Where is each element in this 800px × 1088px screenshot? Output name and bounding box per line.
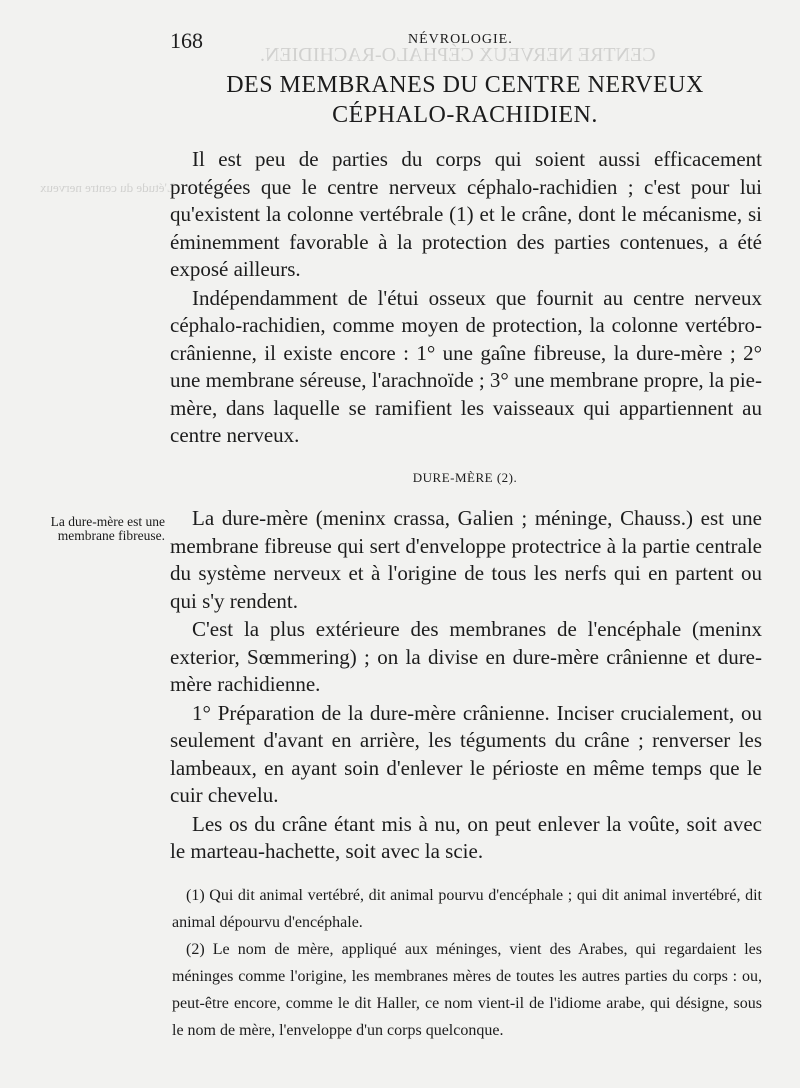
page-number: 168 [170,28,203,53]
section-heading: DURE-MÈRE (2). [412,470,518,485]
margin-note: La dure-mère est une membrane fibreuse. [50,514,165,543]
paragraph: Les os du crâne étant mis à nu, on peut enlever la voûte, soit avec le marteau-hachette, soit avec la scie. [170,811,762,863]
page-header [170,22,760,52]
dure-mere-text [170,505,762,866]
paragraph: Il est peu de parties du corps qui soient aussi efficacement protégées que le centre nerveux céphalo-rachidien ; c'est pour lui qu'existent la colonne vertébrale (1) et le crâne, dont le mécanisme, si éminemment favorable à la protection des parties contenues, a été exposé ailleurs. [170,147,762,281]
footnote: (1) Qui dit animal vertébré, dit animal pourvu d'encéphale ; qui dit animal invertébré, dit animal dépourvu d'encéphale. [172,887,762,931]
running-head: NÉVROLOGIE. [408,32,513,47]
paragraph: La dure-mère (meninx crassa, Galien ; méninge, Chauss.) est une membrane fibreuse qui sert d'enveloppe protectrice à la partie centrale du système nerveux et à l'origine de tous les nerfs qui en partent ou qui s'y rendent. [170,506,762,613]
footnote: (2) Le nom de mère, appliqué aux méninges, vient des Arabes, qui regardaient les méninges comme l'origine, les membranes mères de toutes les autres parties du corps : ou, peut-être encore, comme le dit Haller, ce nom vient-il de l'idiome arabe, qui désigne, sous le nom de mère, l'enveloppe d'un corps quelconque. [172,941,762,1039]
paragraph: 1° Préparation de la dure-mère crânienne. Inciser crucialement, ou seulement d'avant en arrière, les téguments du crâne ; renverser les lambeaux, en ayant soin d'enlever le périoste en même temps que le cuir chevelu. [170,700,762,807]
chapter-title: DES MEMBRANES DU CENTRE NERVEUX CÉPHALO-RACHIDIEN. [226,72,704,128]
bleed-through: L'étude du centre nerveux [40,180,175,195]
bleed-through: CENTRE NERVEUX CÉPHALO-RACHIDIEN. [260,44,656,66]
paragraph: Indépendamment de l'étui osseux que fournit au centre nerveux céphalo-rachidien, comme moyen de protection, la colonne vertébro-crânienne, il existe encore : 1° une gaîne fibreuse, la dure-mère ; 2° une membrane séreuse, l'arachnoïde ; 3° une membrane propre, la pie-mère, dans laquelle se ramifient les vaisseaux qui appartiennent au centre nerveux. [170,285,762,447]
footnotes [172,882,762,1044]
paragraph: C'est la plus extérieure des membranes de l'encéphale (meninx exterior, Sœmmering) ; on la divise en dure-mère crânienne et dure-mère rachidienne. [170,617,762,696]
intro-text [170,146,762,450]
